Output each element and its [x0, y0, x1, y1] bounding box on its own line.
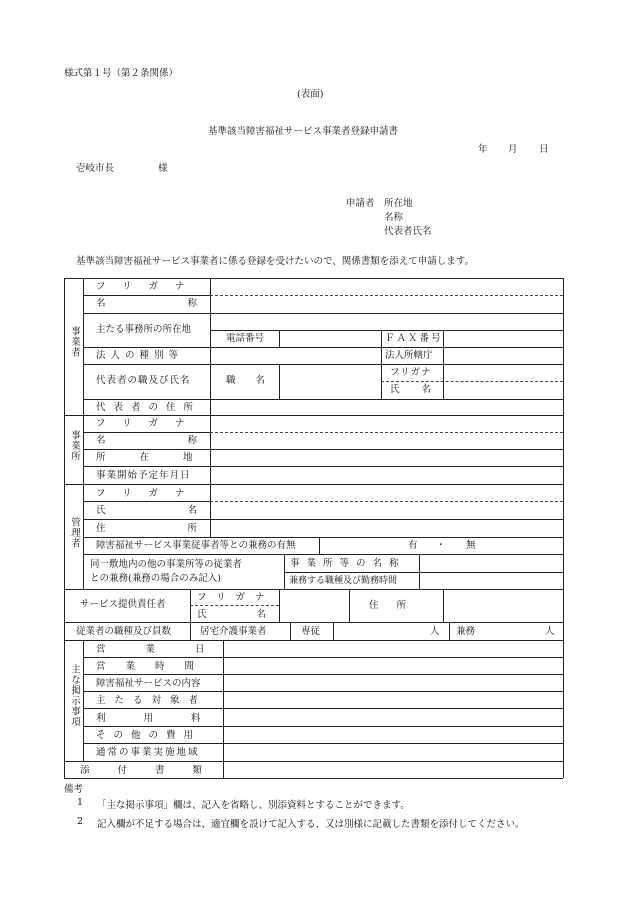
addressee: 壱岐市長	[76, 163, 115, 174]
keiji-item: 障害福祉サービスの内容	[96, 678, 201, 689]
jigyosha-name-label: 名称	[96, 298, 280, 309]
corp-office-label: 法人所轄庁	[385, 350, 433, 361]
corp-type-label: 法人の種別等	[96, 350, 184, 361]
staff-concurrent-unit: 人	[545, 626, 555, 637]
jigyosho-location-label: 所在地	[96, 452, 227, 463]
staff-concurrent-label: 兼務	[456, 626, 476, 637]
note-text: 記入欄が不足する場合は、適宜欄を設けて記入する、又は別様に記載した書類を添付してください。	[97, 819, 525, 830]
fax-label: ＦＡＸ番号	[385, 333, 443, 344]
concurrent-yes: 有	[408, 540, 418, 551]
application-statement: 基準該当障害福祉サービス事業者に係る登録を受けたいので、関係書類を添えて申請します。	[76, 256, 475, 267]
concurrent-no: 無	[466, 540, 476, 551]
keiji-item: その他の費用	[96, 730, 202, 741]
staff-fulltime-unit: 人	[430, 626, 440, 637]
side-label-jigyosho: 事業所	[69, 430, 80, 462]
attachments-label: 添付書類	[80, 765, 231, 776]
position-label: 職名	[226, 375, 286, 386]
date-month-label: 月	[508, 144, 518, 155]
service-furigana-label: フリガナ	[197, 592, 275, 603]
document-title: 基準該当障害福祉サービス事業者登録申請書	[208, 126, 399, 137]
rep-furigana-label: フリガナ	[390, 367, 432, 378]
office-name-label: 事業所等の名称	[290, 558, 406, 569]
addressee-sama: 様	[158, 163, 168, 174]
concurrent-label: 障害福祉サービス事業従事者等との兼務の有無	[96, 540, 296, 551]
applicant-rep-label: 代表者氏名	[384, 226, 432, 237]
service-address-label: 住所	[369, 600, 425, 611]
notes-title: 備考	[64, 784, 84, 795]
other-concurrent-line2: との兼務(兼務の場合のみ記入)	[90, 573, 221, 584]
applicant-location-label: 所在地	[384, 198, 413, 209]
role-hours-label: 兼務する職種及び勤務時間	[289, 576, 398, 586]
side-label-jigyosha: 事業者	[69, 326, 80, 358]
keiji-item: 通常の事業実施地域	[96, 747, 200, 758]
service-name-label: 氏名	[197, 609, 317, 620]
note-number: 2	[77, 816, 84, 827]
note-number: 1	[77, 797, 84, 808]
keiji-item: 主たる対象者	[96, 695, 208, 706]
jigyosha-address-label: 主たる事務所の所在地	[96, 324, 192, 335]
keiji-item: 利用料	[96, 713, 239, 724]
jigyosho-furigana-label: フリガナ	[96, 418, 202, 429]
concurrent-dot: ・	[436, 540, 446, 551]
staff-role: 居宅介護事業者	[200, 626, 267, 637]
kanrisha-furigana-label: フリガナ	[96, 488, 202, 499]
date-day-label: 日	[539, 144, 549, 155]
rep-title-name-label: 代表者の職及び氏名	[96, 375, 191, 386]
rep-name-label: 氏名	[390, 384, 454, 395]
side-label-keiji: 主な掲示事項	[69, 664, 80, 727]
applicant-name-label: 名称	[384, 212, 404, 223]
applicant-label: 申請者	[346, 198, 375, 209]
side-label-kanrisha: 管理者	[69, 517, 80, 549]
other-concurrent-line1: 同一敷地内の他の事業所等の従業者	[90, 559, 243, 570]
form-side-label: (表面)	[297, 89, 324, 100]
staff-label: 従業者の職種及び員数	[76, 626, 172, 637]
kanrisha-name-label: 氏名	[96, 505, 280, 516]
jigyosha-furigana-label: フリガナ	[96, 281, 202, 292]
staff-fulltime-label: 専従	[301, 626, 321, 637]
service-manager-label: サービス提供責任者	[80, 599, 166, 610]
form-number: 様式第１号（第２条関係）	[64, 68, 179, 79]
keiji-item: 営業時間	[96, 661, 215, 672]
phone-label: 電話番号	[226, 333, 265, 344]
keiji-item: 営業日	[96, 644, 245, 655]
start-date-label: 事業開始予定年月日	[96, 470, 191, 481]
date-year-label: 年	[478, 144, 488, 155]
rep-address-label: 代表者の住所	[96, 402, 202, 413]
note-text: 「主な掲示事項」欄は、記入を省略し、別添資料とすることができます。	[97, 800, 410, 811]
kanrisha-address-label: 住所	[96, 523, 280, 534]
jigyosho-name-label: 名称	[96, 435, 280, 446]
